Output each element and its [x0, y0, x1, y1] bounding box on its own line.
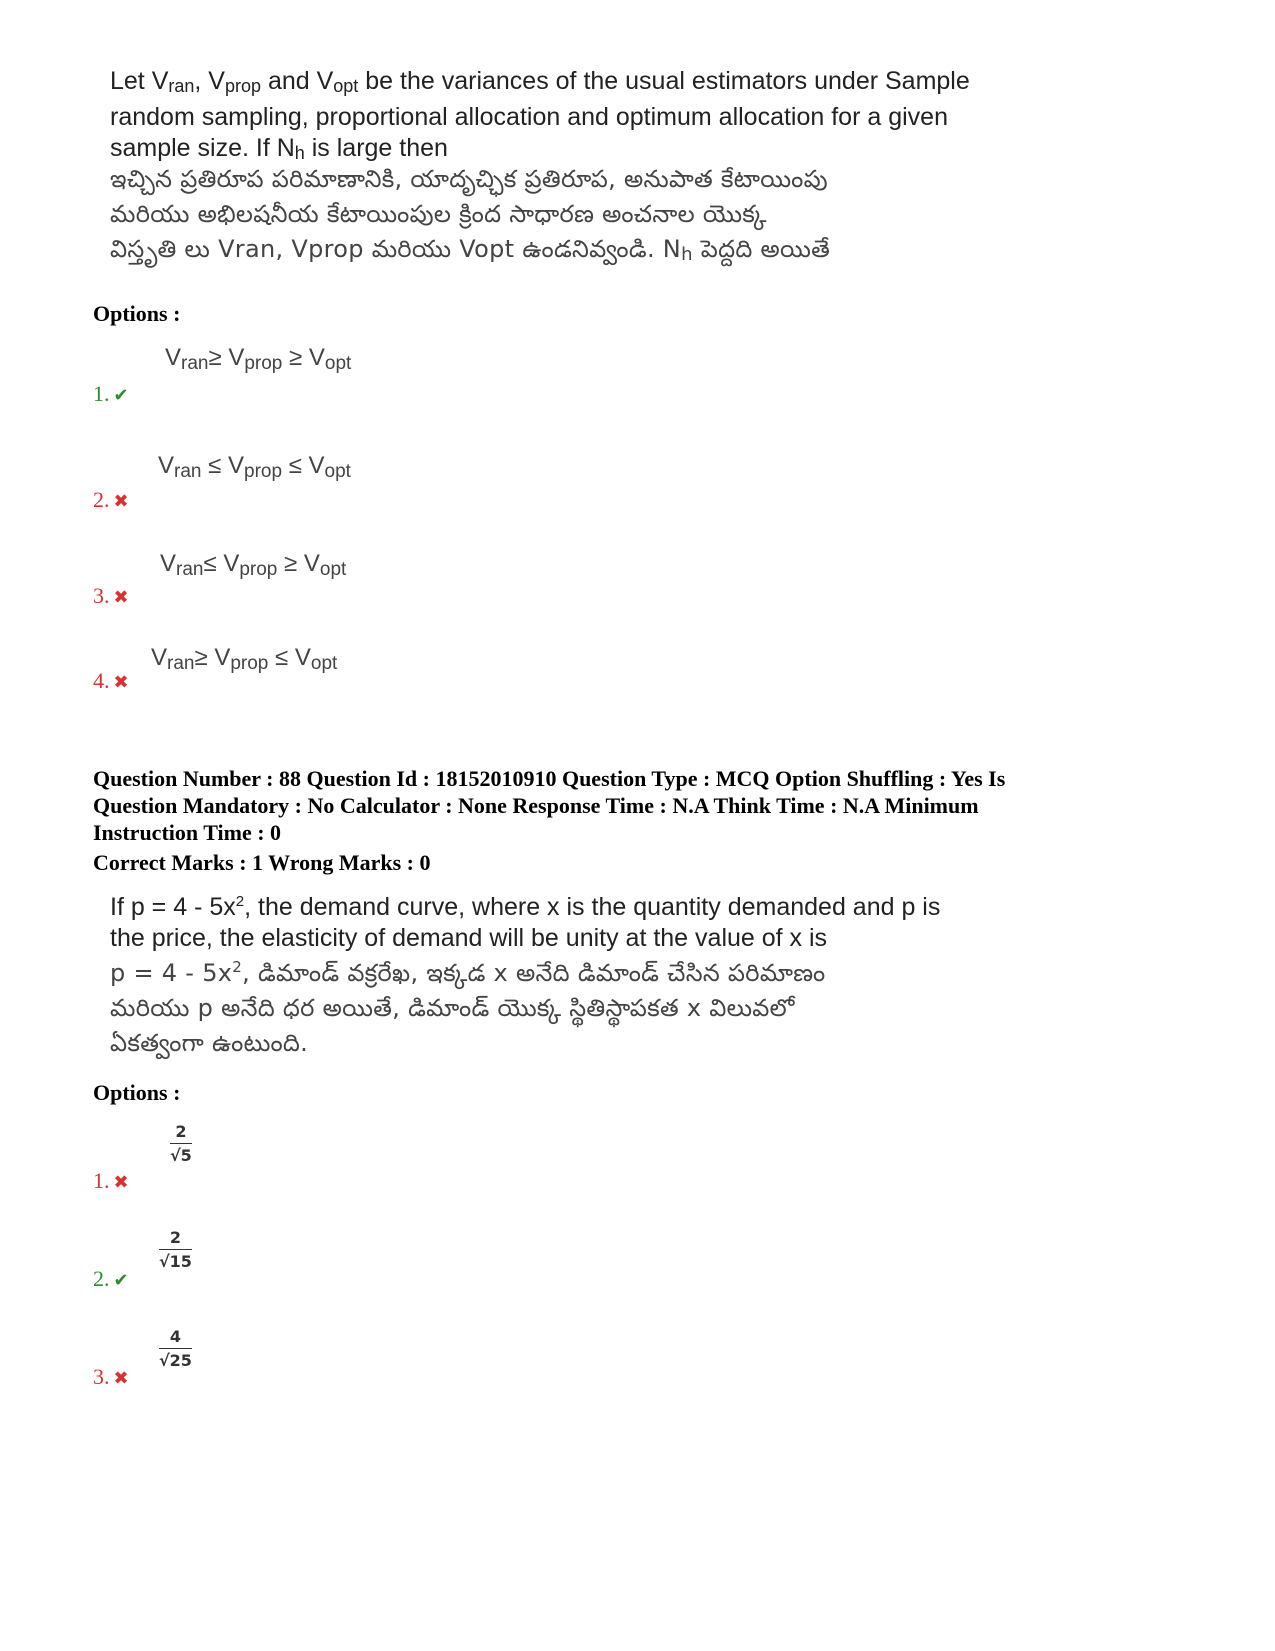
q1-telugu-line-1: ఇచ్చిన ప్రతిరూప పరిమాణానికి, యాదృచ్ఛిక ప్రతిరూప, అనుపాత కేటాయింపు	[110, 165, 828, 193]
q2-meta	[93, 765, 1213, 846]
q1-english-line-3: sample size. If $N_h$ is large then	[110, 134, 448, 163]
q2-meta-line-1: Question Number : 88 Question Id : 18152010910 Question Type : MCQ Option Shuffling : Yes Is	[93, 766, 1006, 791]
q2-marks: Correct Marks : 1 Wrong Marks : 0	[93, 850, 431, 875]
q1-option-3[interactable]: 3. ✖	[93, 583, 129, 608]
q1-english-line-1: Let $V_{ran}$, $V_{prop}$ and $V_{opt}$ be the variances of the usual estimators under Sample	[110, 67, 970, 96]
q1-telugu-line-2: మరియు అభిలషనీయ కేటాయింపుల క్రింద సాధారణ అంచనాల యొక్క	[110, 200, 767, 228]
q2-meta-line-3: Instruction Time : 0	[93, 820, 282, 845]
q1-option-2-expression: $V_{ran} \le V_{prop} \le V_{opt}$	[158, 452, 351, 482]
q2-english-text	[110, 886, 1030, 954]
q2-option-3-fraction: $\frac{4}{√25}$	[159, 1327, 192, 1370]
q1-option-4[interactable]: 4. ✖	[93, 668, 129, 693]
cross-icon: ✖	[113, 1368, 129, 1389]
cross-icon: ✖	[113, 491, 129, 512]
q1-english-text	[110, 66, 1030, 169]
cross-icon: ✖	[113, 672, 129, 693]
q1-options-label: Options :	[93, 301, 181, 326]
q2-option-3[interactable]: 3. ✖	[93, 1364, 129, 1389]
q2-english-line-2: the price, the elasticity of demand will be unity at the value of x is	[110, 924, 828, 952]
q1-telugu-text	[110, 162, 1030, 272]
cross-icon: ✖	[113, 1172, 129, 1193]
q2-meta-line-2: Question Mandatory : No Calculator : None Response Time : N.A Think Time : N.A Minimum	[93, 793, 979, 818]
q1-option-1-expression: $V_{ran}\ge V_{prop} \ge V_{opt}$	[165, 344, 352, 374]
check-icon: ✔	[113, 1270, 129, 1291]
q2-option-2[interactable]: 2. ✔	[93, 1266, 129, 1291]
q2-telugu-line-3: ఏకత్వంగా ఉంటుంది.	[110, 1029, 309, 1057]
q1-option-4-expression: $V_{ran}\ge V_{prop} \le V_{opt}$	[151, 644, 338, 674]
q2-option-1-fraction: $\frac{2}{√5}$	[170, 1122, 192, 1165]
q1-option-1[interactable]: 1. ✔	[93, 381, 129, 406]
q2-telugu-line-1: $p = 4 - 5x^2$, డిమాండ్ వక్రరేఖ, ఇక్కడ x అనేది డిమాండ్ చేసిన పరిమాణం	[110, 958, 826, 987]
cross-icon: ✖	[113, 587, 129, 608]
q2-options-label: Options :	[93, 1080, 181, 1105]
q2-telugu-text	[110, 950, 1030, 1061]
q2-telugu-line-2: మరియు p అనేది ధర అయితే, డిమాండ్ యొక్క స్థితిస్థాపకత x విలువలో	[110, 994, 795, 1022]
q2-option-1[interactable]: 1. ✖	[93, 1168, 129, 1193]
q1-english-line-2: random sampling, proportional allocation and optimum allocation for a given	[110, 103, 948, 131]
q1-option-2[interactable]: 2. ✖	[93, 487, 129, 512]
check-icon: ✔	[113, 385, 129, 406]
q1-telugu-line-3: విస్తృతి లు Vran, Vprop మరియు Vopt ఉండనివ్వండి. $N_h$ పెద్దది అయితే	[110, 235, 831, 265]
q2-english-line-1: If $p = 4 - 5x^2$, the demand curve, where x is the quantity demanded and p is	[110, 893, 941, 921]
q2-option-2-fraction: $\frac{2}{√15}$	[159, 1228, 192, 1271]
q1-option-3-expression: $V_{ran}\le V_{prop} \ge V_{opt}$	[160, 550, 347, 580]
